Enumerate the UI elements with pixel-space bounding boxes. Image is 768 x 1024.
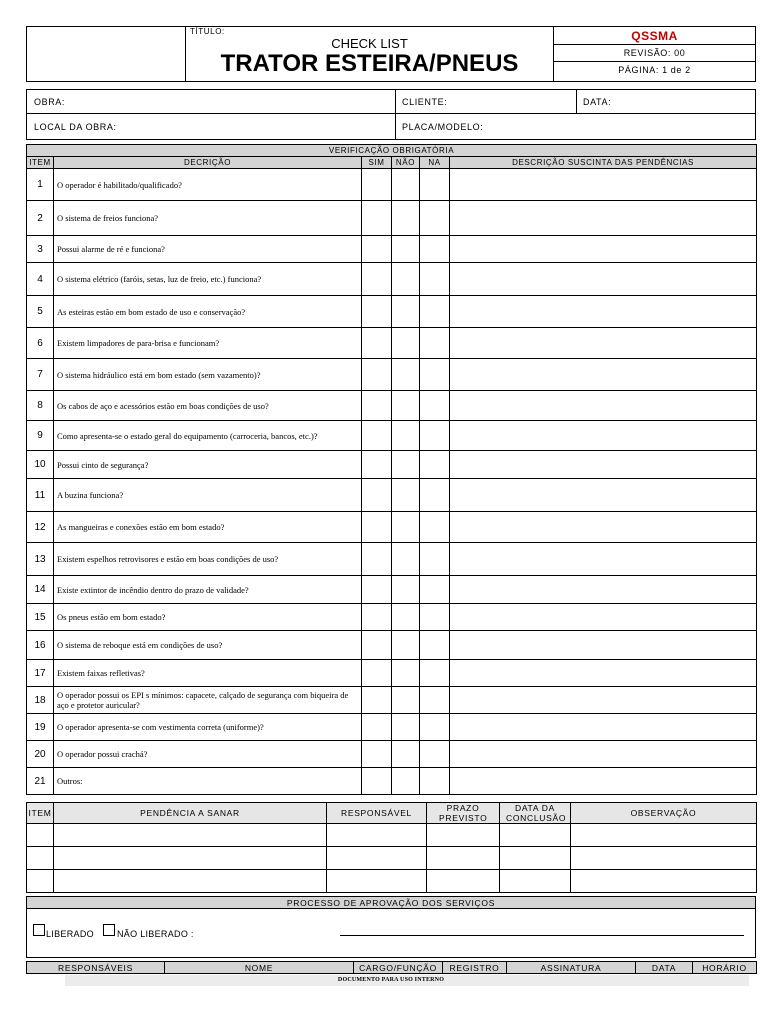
pend-col-item: ITEM — [27, 803, 54, 824]
nao-cell[interactable] — [392, 660, 420, 687]
sim-cell[interactable] — [362, 391, 392, 421]
sim-cell[interactable] — [362, 451, 392, 479]
item-description: O operador possui os EPI s mínimos: capacete, calçado de segurança com biqueira de aço e protetor auricular? — [54, 687, 362, 714]
pendencia-row — [27, 824, 757, 847]
pendencia-cell[interactable] — [450, 512, 757, 543]
nao-liberado-checkbox[interactable] — [103, 924, 115, 936]
pend-cell[interactable] — [27, 870, 54, 893]
item-number: 2 — [27, 201, 54, 236]
sim-cell[interactable] — [362, 576, 392, 604]
na-cell[interactable] — [420, 768, 450, 795]
sim-cell[interactable] — [362, 201, 392, 236]
item-number: 1 — [27, 169, 54, 201]
sig-col-registro: REGISTRO — [443, 962, 507, 974]
item-description: Existe extintor de incêndio dentro do prazo de validade? — [54, 576, 362, 604]
nao-cell[interactable] — [392, 512, 420, 543]
section-title: VERIFICAÇÃO OBRIGATÓRIA — [27, 145, 757, 157]
pend-cell[interactable] — [427, 870, 500, 893]
nao-cell[interactable] — [392, 169, 420, 201]
sim-cell[interactable] — [362, 421, 392, 451]
data-field[interactable]: DATA: — [583, 97, 612, 107]
nao-cell[interactable] — [392, 741, 420, 768]
nao-cell[interactable] — [392, 576, 420, 604]
item-number: 8 — [27, 391, 54, 421]
sig-col-assinatura: ASSINATURA — [507, 962, 636, 974]
checklist-row — [27, 391, 757, 421]
na-cell[interactable] — [420, 512, 450, 543]
liberado-label: LIBERADO — [46, 929, 94, 939]
na-cell[interactable] — [420, 687, 450, 714]
pend-cell[interactable] — [327, 847, 427, 870]
checklist-row — [27, 263, 757, 296]
sim-cell[interactable] — [362, 768, 392, 795]
checklist-row — [27, 451, 757, 479]
sim-cell[interactable] — [362, 328, 392, 359]
item-number: 14 — [27, 576, 54, 604]
sig-col-responsaveis: RESPONSÁVEIS — [27, 962, 165, 974]
checklist-row — [27, 296, 757, 328]
item-number: 5 — [27, 296, 54, 328]
nao-cell[interactable] — [392, 236, 420, 263]
sim-cell[interactable] — [362, 236, 392, 263]
item-number: 6 — [27, 328, 54, 359]
pendencia-row — [27, 870, 757, 893]
item-description: Existem faixas refletivas? — [54, 660, 362, 687]
pendencia-cell[interactable] — [450, 421, 757, 451]
pend-cell[interactable] — [327, 870, 427, 893]
checklist-row — [27, 479, 757, 512]
nao-cell[interactable] — [392, 263, 420, 296]
sim-cell[interactable] — [362, 169, 392, 201]
sim-cell[interactable] — [362, 479, 392, 512]
pendencia-cell[interactable] — [450, 479, 757, 512]
pendencia-cell[interactable] — [450, 236, 757, 263]
item-description: O operador é habilitado/qualificado? — [54, 169, 362, 201]
na-cell[interactable] — [420, 201, 450, 236]
item-description: O sistema de reboque está em condições de uso? — [54, 631, 362, 660]
divider — [26, 113, 756, 114]
info-block — [26, 89, 756, 140]
pendencia-cell[interactable] — [450, 741, 757, 768]
nao-cell[interactable] — [392, 328, 420, 359]
item-number: 4 — [27, 263, 54, 296]
item-number: 18 — [27, 687, 54, 714]
document-subtitle: CHECK LIST — [331, 36, 408, 51]
sim-cell[interactable] — [362, 741, 392, 768]
checklist-row — [27, 201, 757, 236]
pend-cell[interactable] — [54, 824, 327, 847]
pendencia-cell[interactable] — [450, 263, 757, 296]
sim-cell[interactable] — [362, 714, 392, 741]
item-description: Existem limpadores de para-brisa e funcionam? — [54, 328, 362, 359]
pend-col-observacao: OBSERVAÇÃO — [571, 803, 757, 824]
pend-cell[interactable] — [54, 870, 327, 893]
item-number: 19 — [27, 714, 54, 741]
nao-cell[interactable] — [392, 543, 420, 576]
pend-cell[interactable] — [500, 870, 571, 893]
item-description: Possui alarme de ré e funciona? — [54, 236, 362, 263]
sim-cell[interactable] — [362, 359, 392, 391]
col-item-header: ITEM — [27, 157, 54, 169]
titulo-label: TÍTULO: — [190, 27, 225, 36]
sig-col-horario: HORÁRIO — [693, 962, 757, 974]
checklist-row — [27, 714, 757, 741]
nao-cell[interactable] — [392, 604, 420, 631]
pendencias-table — [26, 802, 757, 893]
nao-cell[interactable] — [392, 359, 420, 391]
sim-cell[interactable] — [362, 604, 392, 631]
pend-cell[interactable] — [500, 847, 571, 870]
nao-cell[interactable] — [392, 451, 420, 479]
item-description: Os pneus estão em bom estado? — [54, 604, 362, 631]
item-description: As esteiras estão em bom estado de uso e conservação? — [54, 296, 362, 328]
col-na-header: NA — [420, 157, 450, 169]
nao-liberado-line[interactable] — [340, 935, 744, 936]
checklist-row — [27, 512, 757, 543]
pendencia-cell[interactable] — [450, 543, 757, 576]
checklist-row — [27, 169, 757, 201]
na-cell[interactable] — [420, 714, 450, 741]
pendencia-cell[interactable] — [450, 714, 757, 741]
pend-cell[interactable] — [27, 824, 54, 847]
na-cell[interactable] — [420, 451, 450, 479]
local-obra-field[interactable]: LOCAL DA OBRA: — [34, 122, 117, 132]
col-nao-header: NÃO — [392, 157, 420, 169]
nao-cell[interactable] — [392, 714, 420, 741]
sim-cell[interactable] — [362, 296, 392, 328]
pendencia-cell[interactable] — [450, 451, 757, 479]
divider — [553, 61, 756, 62]
checklist-row — [27, 328, 757, 359]
pend-col-data-conclusao: DATA DA CONCLUSÃO — [500, 803, 571, 824]
item-number: 13 — [27, 543, 54, 576]
nao-cell[interactable] — [392, 631, 420, 660]
sig-col-data: DATA — [636, 962, 693, 974]
checklist-row — [27, 359, 757, 391]
document-title: TRATOR ESTEIRA/PNEUS — [220, 50, 519, 77]
nao-cell[interactable] — [392, 687, 420, 714]
item-number: 7 — [27, 359, 54, 391]
na-cell[interactable] — [420, 543, 450, 576]
pendencia-cell[interactable] — [450, 768, 757, 795]
item-description: O operador apresenta-se com vestimenta correta (uniforme)? — [54, 714, 362, 741]
nao-cell[interactable] — [392, 296, 420, 328]
qssma-label: QSSMA — [631, 29, 678, 43]
na-cell[interactable] — [420, 660, 450, 687]
nao-cell[interactable] — [392, 201, 420, 236]
pendencia-cell[interactable] — [450, 687, 757, 714]
sim-cell[interactable] — [362, 543, 392, 576]
item-number: 3 — [27, 236, 54, 263]
divider — [576, 89, 577, 113]
item-description: O sistema elétrico (faróis, setas, luz de freio, etc.) funciona? — [54, 263, 362, 296]
item-description: O sistema de freios funciona? — [54, 201, 362, 236]
item-description: Possui cinto de segurança? — [54, 451, 362, 479]
pendencia-cell[interactable] — [450, 169, 757, 201]
pendencia-cell[interactable] — [450, 631, 757, 660]
pend-cell[interactable] — [500, 824, 571, 847]
checklist-row — [27, 768, 757, 795]
checklist-row — [27, 660, 757, 687]
obra-field[interactable]: OBRA: — [34, 97, 66, 107]
na-cell[interactable] — [420, 391, 450, 421]
checklist-row — [27, 421, 757, 451]
na-cell[interactable] — [420, 263, 450, 296]
pendencia-row — [27, 847, 757, 870]
checklist-row — [27, 236, 757, 263]
item-number: 17 — [27, 660, 54, 687]
page-number: PÁGINA: 1 de 2 — [618, 65, 691, 75]
pendencia-cell[interactable] — [450, 296, 757, 328]
na-cell[interactable] — [420, 236, 450, 263]
pend-cell[interactable] — [427, 847, 500, 870]
item-number: 15 — [27, 604, 54, 631]
liberado-checkbox[interactable] — [33, 924, 45, 936]
checklist-table — [26, 144, 757, 795]
checklist-row — [27, 604, 757, 631]
na-cell[interactable] — [420, 296, 450, 328]
na-cell[interactable] — [420, 576, 450, 604]
pend-cell[interactable] — [571, 847, 757, 870]
sim-cell[interactable] — [362, 263, 392, 296]
pend-cell[interactable] — [27, 847, 54, 870]
checklist-row — [27, 687, 757, 714]
item-number: 9 — [27, 421, 54, 451]
pend-col-prazo: PRAZO PREVISTO — [427, 803, 500, 824]
checklist-row — [27, 543, 757, 576]
item-number: 21 — [27, 768, 54, 795]
sim-cell[interactable] — [362, 660, 392, 687]
na-cell[interactable] — [420, 631, 450, 660]
item-number: 10 — [27, 451, 54, 479]
item-description: Existem espelhos retrovisores e estão em boas condições de uso? — [54, 543, 362, 576]
item-description: A buzina funciona? — [54, 479, 362, 512]
item-description: Os cabos de aço e acessórios estão em boas condições de uso? — [54, 391, 362, 421]
col-pendencias-header: DESCRIÇÃO SUSCINTA DAS PENDÊNCIAS — [450, 157, 757, 169]
pend-cell[interactable] — [571, 870, 757, 893]
pend-cell[interactable] — [54, 847, 327, 870]
nao-cell[interactable] — [392, 479, 420, 512]
item-description: Outros: — [54, 768, 362, 795]
item-description: As mangueiras e conexões estão em bom estado? — [54, 512, 362, 543]
checklist-row — [27, 741, 757, 768]
placa-modelo-field[interactable]: PLACA/MODELO: — [402, 122, 484, 132]
aprovacao-title: PROCESSO DE APROVAÇÃO DOS SERVIÇOS — [286, 898, 496, 908]
pendencia-cell[interactable] — [450, 328, 757, 359]
na-cell[interactable] — [420, 328, 450, 359]
footer-note: DOCUMENTO PARA USO INTERNO — [337, 977, 445, 983]
col-sim-header: SIM — [362, 157, 392, 169]
pendencia-cell[interactable] — [450, 576, 757, 604]
assinaturas-table — [26, 961, 757, 974]
nao-cell[interactable] — [392, 421, 420, 451]
pendencia-cell[interactable] — [450, 359, 757, 391]
na-cell[interactable] — [420, 169, 450, 201]
pend-cell[interactable] — [327, 824, 427, 847]
pend-cell[interactable] — [571, 824, 757, 847]
revision-number: REVISÃO: 00 — [623, 48, 686, 58]
nao-liberado-label: NÃO LIBERADO : — [117, 929, 194, 939]
pendencia-cell[interactable] — [450, 604, 757, 631]
pendencia-cell[interactable] — [450, 660, 757, 687]
item-description: O operador possui crachá? — [54, 741, 362, 768]
col-descricao-header: DECRIÇÃO — [54, 157, 362, 169]
sim-cell[interactable] — [362, 687, 392, 714]
na-cell[interactable] — [420, 421, 450, 451]
na-cell[interactable] — [420, 359, 450, 391]
na-cell[interactable] — [420, 604, 450, 631]
pendencia-cell[interactable] — [450, 201, 757, 236]
sim-cell[interactable] — [362, 512, 392, 543]
na-cell[interactable] — [420, 741, 450, 768]
cliente-field[interactable]: CLIENTE: — [402, 97, 448, 107]
divider — [553, 44, 756, 45]
na-cell[interactable] — [420, 479, 450, 512]
item-number: 12 — [27, 512, 54, 543]
item-number: 20 — [27, 741, 54, 768]
checklist-row — [27, 631, 757, 660]
pend-col-responsavel: RESPONSÁVEL — [327, 803, 427, 824]
item-description: Como apresenta-se o estado geral do equipamento (carroceria, bancos, etc.)? — [54, 421, 362, 451]
item-number: 16 — [27, 631, 54, 660]
pend-col-pendencia: PENDÊNCIA A SANAR — [54, 803, 327, 824]
logo-area — [26, 26, 186, 82]
pend-cell[interactable] — [427, 824, 500, 847]
checklist-row — [27, 576, 757, 604]
nao-cell[interactable] — [392, 391, 420, 421]
sig-col-cargo: CARGO/FUNÇÃO — [354, 962, 443, 974]
sig-col-nome: NOME — [165, 962, 354, 974]
pendencia-cell[interactable] — [450, 391, 757, 421]
divider — [395, 89, 396, 140]
item-description: O sistema hidráulico está em bom estado (sem vazamento)? — [54, 359, 362, 391]
sim-cell[interactable] — [362, 631, 392, 660]
nao-cell[interactable] — [392, 768, 420, 795]
item-number: 11 — [27, 479, 54, 512]
